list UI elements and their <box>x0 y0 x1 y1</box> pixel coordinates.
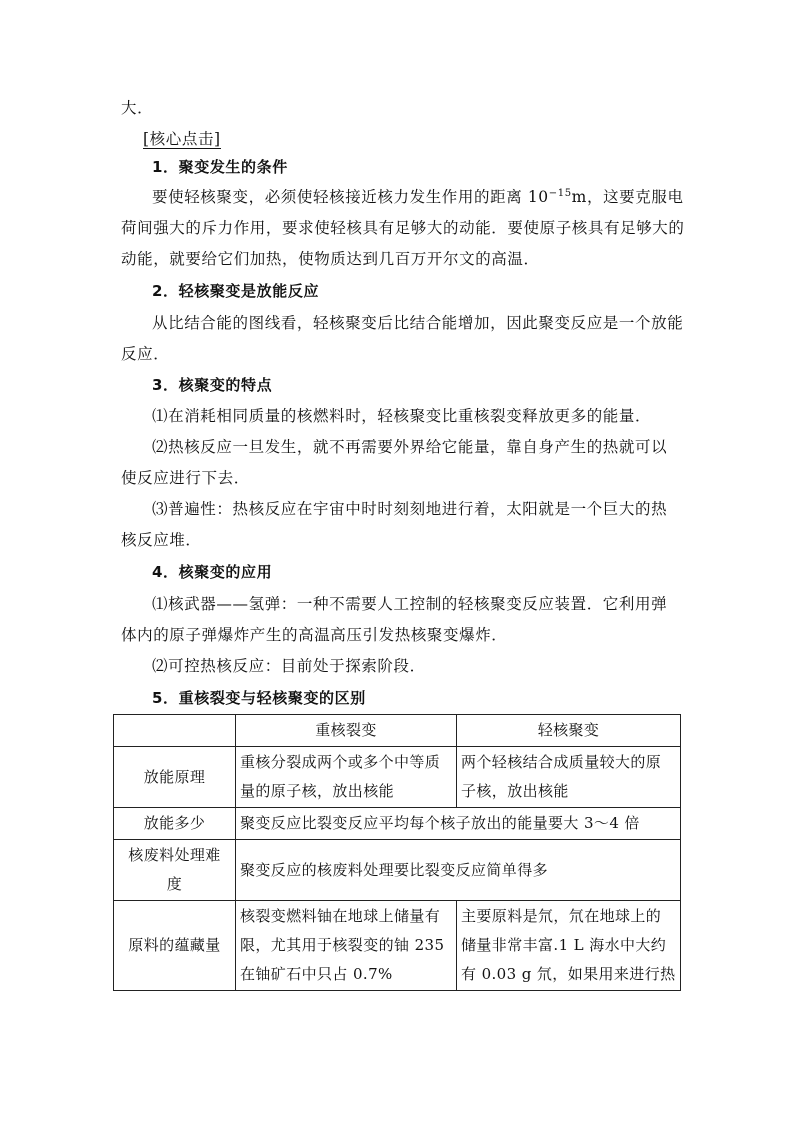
point-2-heading: 2．轻核聚变是放能反应 <box>152 282 320 300</box>
cell-line: 核裂变燃料铀在地球上储量有 <box>240 907 441 925</box>
cell-line: 限，尤其用于核裂变的铀 235 <box>240 936 445 954</box>
point-5-heading: 5．重核裂变与轻核聚变的区别 <box>152 689 366 707</box>
cell-line: 有 0.03 g 氘，如果用来进行热 <box>461 965 676 983</box>
merged-cell: 聚变反应的核废料处理要比裂变反应简单得多 <box>236 840 681 901</box>
cell-line: 两个轻核结合成质量较大的原 <box>461 753 662 771</box>
row-label <box>114 747 236 808</box>
table-header-row <box>114 715 681 747</box>
row-label <box>114 901 236 991</box>
section-tag <box>143 128 221 150</box>
point-2-line-2: 反应． <box>121 345 170 363</box>
cell-line: 重核分裂成两个或多个中等质 <box>240 753 441 771</box>
row-label-line: 放能多少 <box>143 814 206 832</box>
cell-line: 子核，放出核能 <box>461 782 569 800</box>
fission-cell <box>236 901 457 991</box>
cell-line: 量的原子核，放出核能 <box>240 782 395 800</box>
intro-tail-text: 大． <box>121 99 154 117</box>
fusion-cell <box>457 901 681 991</box>
fusion-cell <box>457 747 681 808</box>
point-1-line-1 <box>152 186 684 208</box>
row-label-line: 原料的蕴藏量 <box>128 936 221 954</box>
row-label <box>114 808 236 840</box>
point-1-heading: 1．聚变发生的条件 <box>152 158 288 176</box>
point-3-item-2-line-2: 使反应进行下去． <box>121 469 250 487</box>
point-1-line-2: 荷间强大的斥力作用，要求使轻核具有足够大的动能．要使原子核具有足够大的 <box>121 219 685 237</box>
table-row <box>114 808 681 840</box>
point-4-item-2: ⑵可控热核反应：目前处于探索阶段． <box>152 657 426 675</box>
point-1-line-1-pre: 要使轻核聚变，必须使轻核接近核力发生作用的距离 10 <box>152 188 549 206</box>
table-row <box>114 747 681 808</box>
point-3-heading: 3．核聚变的特点 <box>152 376 273 394</box>
row-label-line: 核废料处理难 <box>128 846 221 864</box>
point-4-item-1-line-1: ⑴核武器——氢弹：一种不需要人工控制的轻核聚变反应装置．它利用弹 <box>152 595 668 613</box>
table-header-blank <box>114 715 236 747</box>
point-3-item-1: ⑴在消耗相同质量的核燃料时，轻核聚变比重核裂变释放更多的能量． <box>152 407 652 425</box>
fission-cell <box>236 747 457 808</box>
row-label-line: 放能原理 <box>143 767 206 786</box>
exponent: −15 <box>548 187 572 199</box>
row-label-line: 度 <box>166 875 183 893</box>
row-label <box>114 840 236 901</box>
table-header-fusion: 轻核聚变 <box>457 715 681 747</box>
cell-line: 储量非常丰富.1 L 海水中大约 <box>461 936 667 954</box>
point-3-item-2-line-1: ⑵热核反应一旦发生，就不再需要外界给它能量，靠自身产生的热就可以 <box>152 438 668 456</box>
section-tag-label: [核心点击] <box>143 130 221 148</box>
point-1-line-3: 动能，就要给它们加热，使物质达到几百万开尔文的高温． <box>121 250 540 268</box>
table-row <box>114 901 681 991</box>
fission-fusion-comparison-table <box>113 714 681 991</box>
point-1-line-1-post: m，这要克服电 <box>571 188 684 206</box>
point-3-item-3-line-2: 核反应堆． <box>121 531 202 549</box>
merged-cell: 聚变反应比裂变反应平均每个核子放出的能量要大 3～4 倍 <box>236 808 681 840</box>
point-3-item-3-line-1: ⑶普遍性：热核反应在宇宙中时时刻刻地进行着，太阳就是一个巨大的热 <box>152 500 668 518</box>
point-4-item-1-line-2: 体内的原子弹爆炸产生的高温高压引发热核聚变爆炸． <box>121 626 508 644</box>
cell-line: 在铀矿石中只占 0.7% <box>240 965 393 983</box>
point-2-line-1: 从比结合能的图线看，轻核聚变后比结合能增加，因此聚变反应是一个放能 <box>152 314 684 332</box>
point-4-heading: 4．核聚变的应用 <box>152 563 273 581</box>
cell-line: 主要原料是氘，氘在地球上的 <box>461 907 662 925</box>
table-row <box>114 840 681 901</box>
table-header-fission: 重核裂变 <box>236 715 457 747</box>
